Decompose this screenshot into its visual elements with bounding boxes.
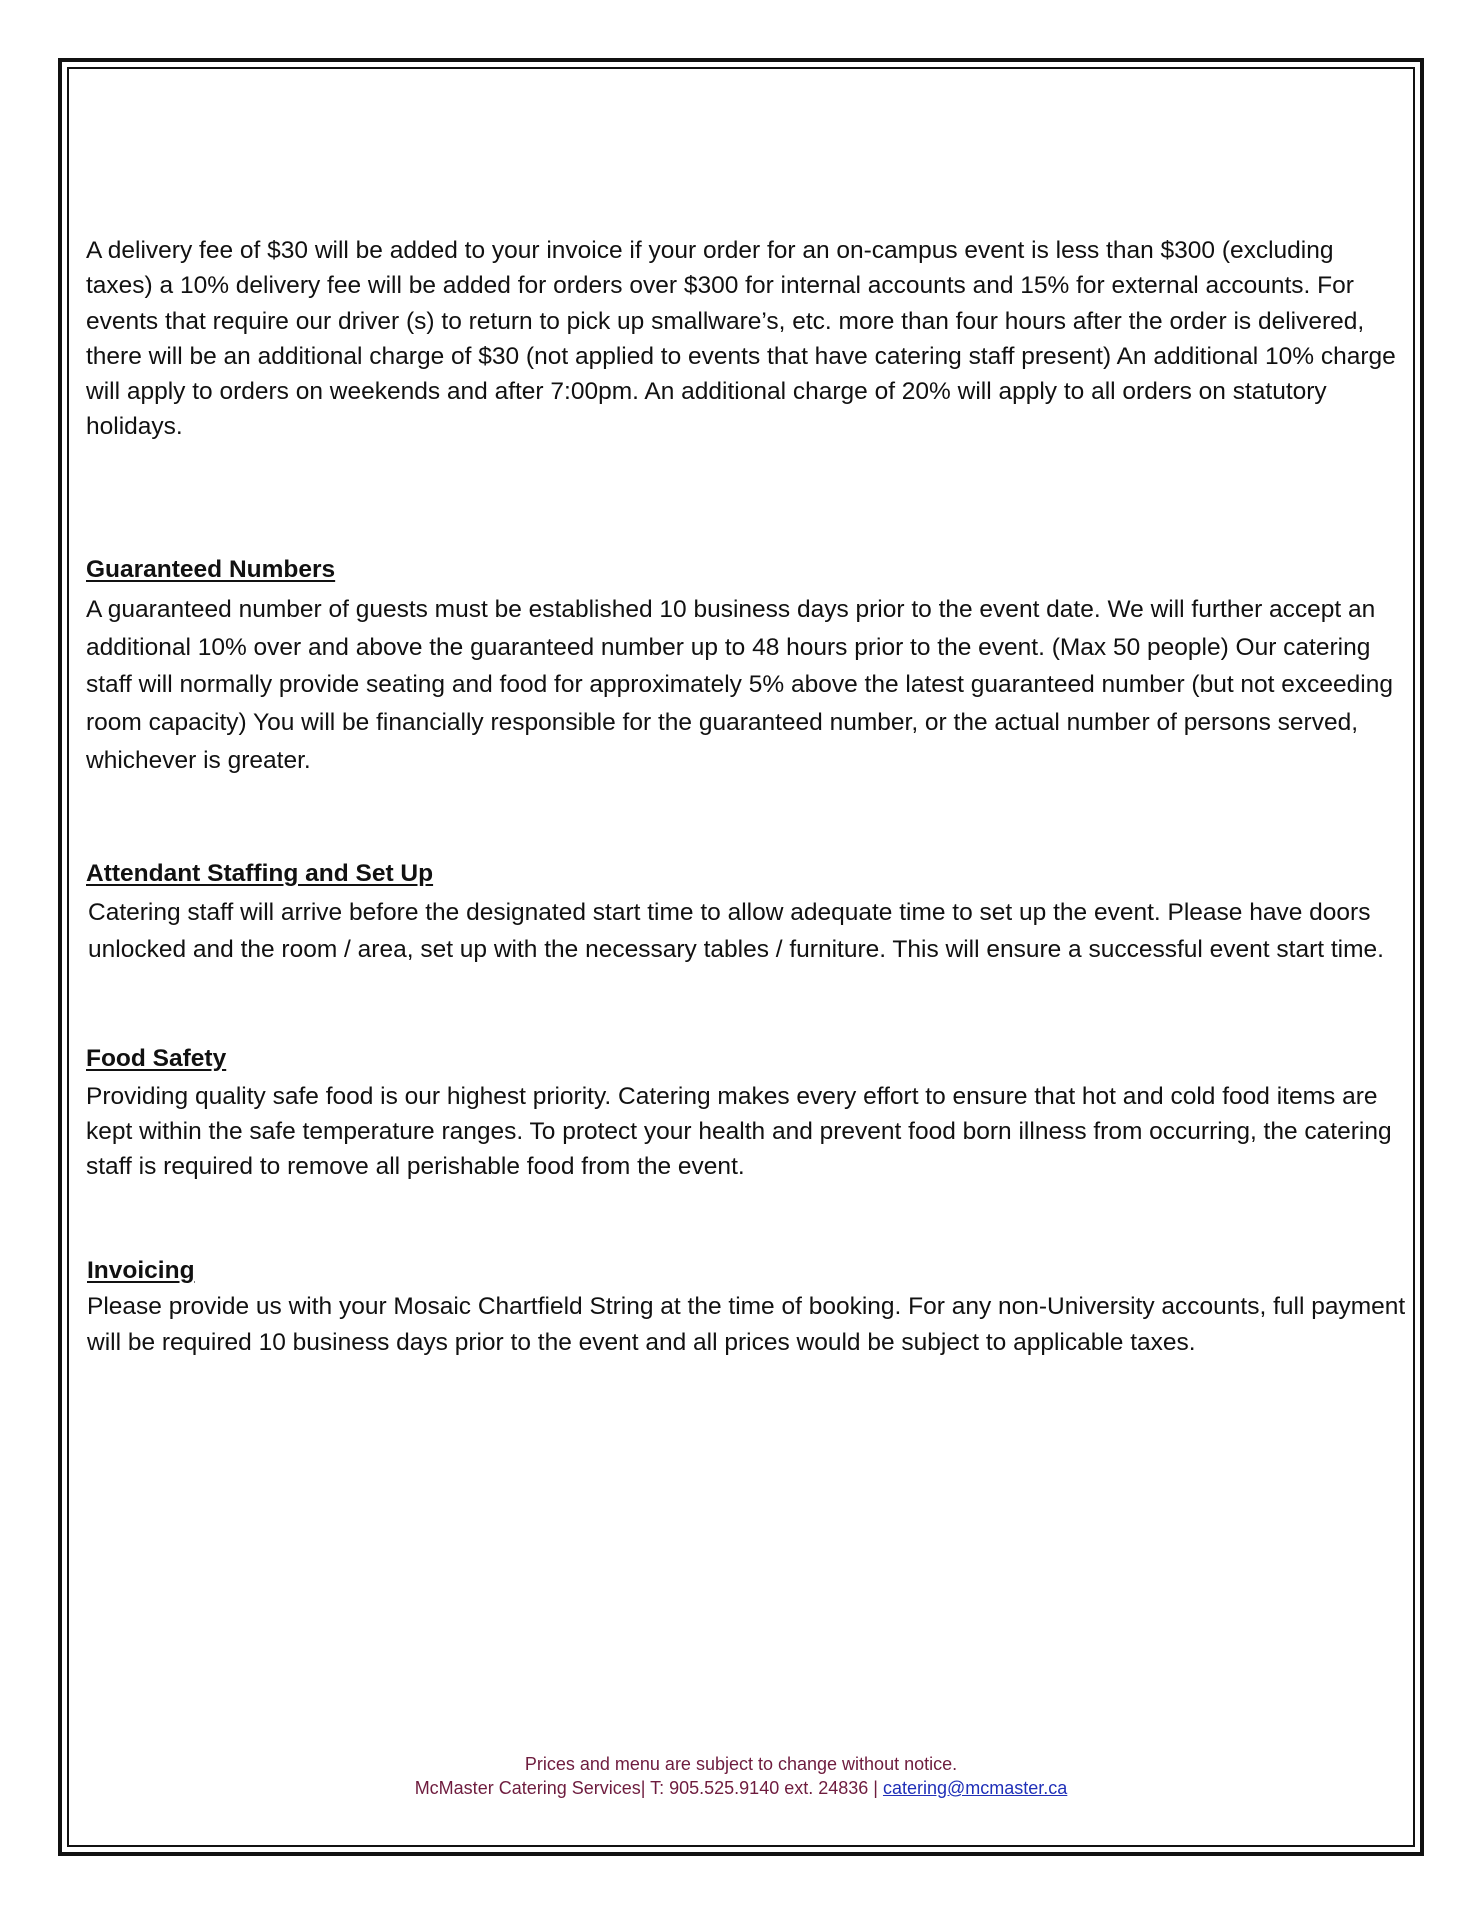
attendant-staffing-heading: Attendant Staffing and Set Up [86,860,434,887]
footer-contact-text: McMaster Catering Services| T: 905.525.9140 ext. 24836 | [414,1778,883,1798]
footer-notice: Prices and menu are subject to change without notice. [524,1754,958,1774]
delivery-fee-paragraph: A delivery fee of $30 will be added to your invoice if your order for an on-campus event is less than $300 (excluding taxes) a 10% delivery fee will be added for orders over $300 for internal accounts and 15% for external accounts. For events that require our driver (s) to return to pick up smallware’s, etc. more than four hours after the order is delivered, there will be an additional charge of $30 (not applied to events that have catering staff present) An additional 10% charge will apply to orders on weekends and after 7:00pm. An additional charge of 20% will apply to all orders on statutory holidays. [86,237,1396,441]
email-link[interactable]: catering@mcmaster.ca [882,1778,1068,1798]
guaranteed-numbers-heading: Guaranteed Numbers [86,556,336,583]
footer-contact [67,1776,1415,1800]
invoicing-paragraph: Please provide us with your Mosaic Chartfield String at the time of booking. For any non-University accounts, full payment will be required 10 business days prior to the event and all prices would be subject to applicable taxes. [87,1293,1406,1356]
attendant-staffing-paragraph: Catering staff will arrive before the designated start time to allow adequate time to set up the event. Please have doors unlocked and the room / area, set up with the necessary tables / furniture. This will ensure a successful event start time. [88,899,1384,963]
food-safety-heading: Food Safety [86,1045,227,1072]
guaranteed-numbers-paragraph: A guaranteed number of guests must be established 10 business days prior to the event date. We will further accept an additional 10% over and above the guaranteed number up to 48 hours prior to the event. (Max 50 people) Our catering staff will normally provide seating and food for approximately 5% above the latest guaranteed number (but not exceeding room capacity) You will be financially responsible for the guaranteed number, or the actual number of persons served, whichever is greater. [86,596,1393,774]
invoicing-heading: Invoicing [87,1257,195,1284]
food-safety-paragraph: Providing quality safe food is our highest priority. Catering makes every effort to ensure that hot and cold food items are kept within the safe temperature ranges. To protect your health and prevent food born illness from occurring, the catering staff is required to remove all perishable food from the event. [86,1083,1392,1180]
